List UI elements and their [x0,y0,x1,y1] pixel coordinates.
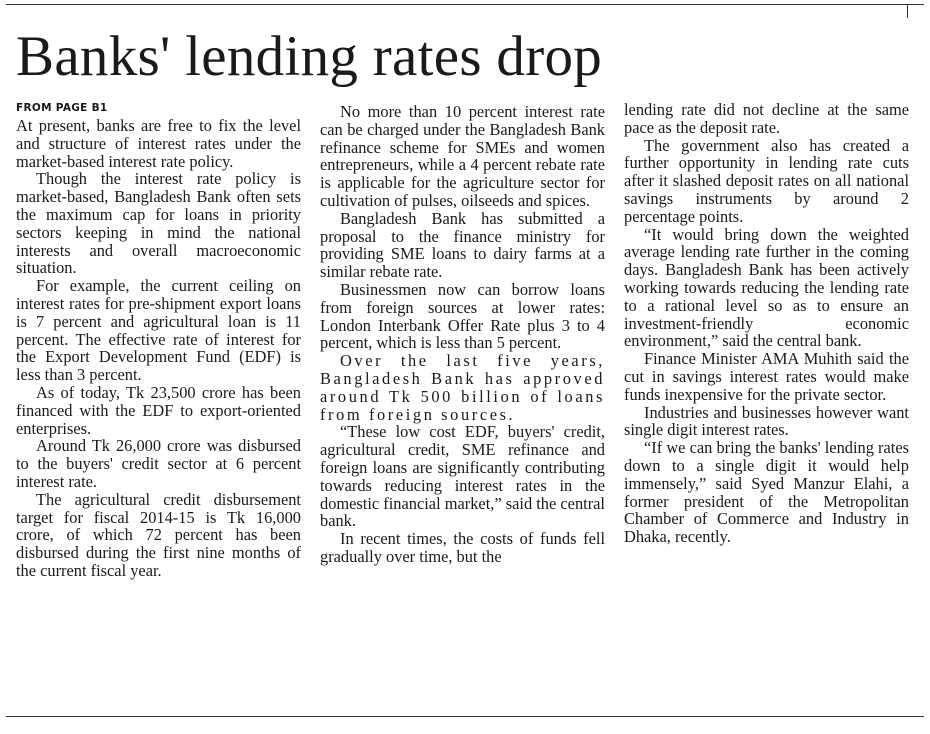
paragraph: Businessmen now can borrow loans from foreign sources at lower rates: London Interbank Offer Rate plus 3 to 4 percent, which is less than 5 percent. [320,279,605,353]
paragraph: In recent times, the costs of funds fell gradually over time, but the [320,529,605,566]
article-column-2 [320,103,605,566]
paragraph: “These low cost EDF, buyers' credit, agricultural credit, SME refinance and foreign loans are significantly contributing towards reducing interest rates in the domestic financial market,” said the central bank. [320,422,605,531]
corner-rule [907,4,908,18]
paragraph: Around Tk 26,000 crore was disbursed to the buyers' credit sector at 6 percent interest rate. [16,436,301,491]
paragraph: For example, the current ceiling on interest rates for pre-shipment export loans is 7 percent and agricultural loan is 11 percent. The effective rate of interest for the Export Development Fund (EDF) is less than 3 percent. [16,276,301,385]
bottom-rule [6,716,924,717]
top-rule [6,4,924,5]
paragraph: Though the interest rate policy is market-based, Bangladesh Bank often sets the maximum cap for loans in priority sectors keeping in mind the national interests and overall macroeconomic situation. [16,169,301,278]
paragraph: The government also has created a further opportunity in lending rate cuts after it slashed deposit rates on all national savings instruments by around 2 percentage points. [624,135,909,226]
paragraph: “If we can bring the banks' lending rates down to a single digit it would help immensely,” said Syed Manzur Elahi, a former president of the Metropolitan Chamber of Commerce and Industry in Dhaka, recently. [624,438,909,547]
paragraph: At present, banks are free to fix the level and structure of interest rates under the market-based interest rate policy. [16,116,301,171]
paragraph: Industries and businesses however want single digit interest rates. [624,402,909,440]
paragraph: lending rate did not decline at the same pace as the deposit rate. [624,100,909,137]
paragraph: “It would bring down the weighted average lending rate further in the coming days. Bangladesh Bank has been actively working towards reducing the lending rate to a rational level so as to ensure an investment-friendly economic environment,” said the central bank. [624,224,909,351]
paragraph: Over the last five years, Bangladesh Bank has approved around Tk 500 billion of loans from foreign sources. [320,351,605,424]
kicker-from-page: FROM PAGE B1 [16,102,108,114]
paragraph: No more than 10 percent interest rate can be charged under the Bangladesh Bank refinance scheme for SMEs and women entrepreneurs, while a 4 percent rebate rate is applicable for the agriculture sector for cultivation of pulses, oilseeds and spices. [320,102,605,210]
paragraph: Finance Minister AMA Muhith said the cut in savings interest rates would make funds inexpensive for the private sector. [624,349,909,404]
headline: Banks' lending rates drop [16,25,603,88]
paragraph: Bangladesh Bank has submitted a proposal to the finance ministry for providing SME loans to dairy farms at a similar rebate rate. [320,208,605,282]
article-column-1 [16,101,301,580]
paragraph: The agricultural credit disbursement target for fiscal 2014-15 is Tk 16,000 crore, of which 72 percent has been disbursed during the first nine months of the current fiscal year. [16,489,301,580]
article-column-3 [624,101,909,546]
paragraph: As of today, Tk 23,500 crore has been financed with the EDF to export-oriented enterprises. [16,382,301,438]
